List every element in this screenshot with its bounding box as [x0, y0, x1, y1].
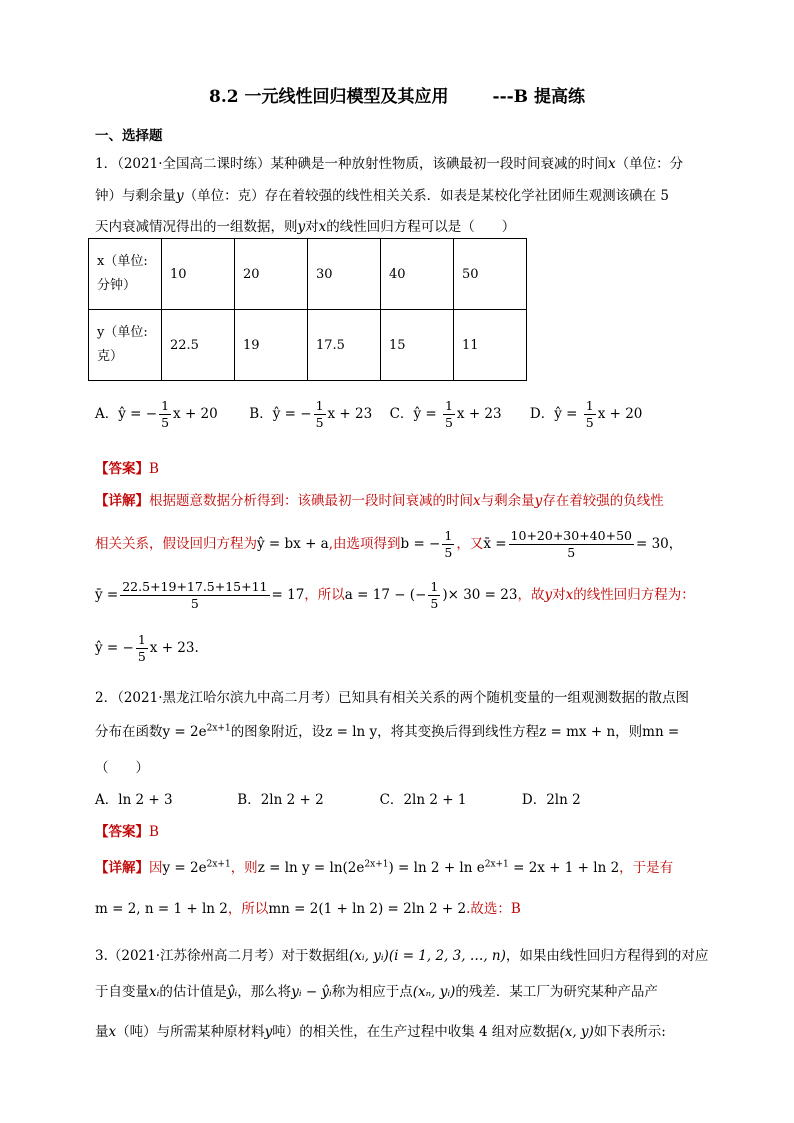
page-title	[0, 82, 794, 107]
q1-detail-line1: 【详解】根据题意数据分析得到：该碘最初一段时间衰减的时间x与剩余量y存在着较强的负线性	[95, 493, 664, 509]
q2-line3: （ ）	[95, 760, 149, 776]
table-cell: 17.5	[308, 310, 381, 381]
table-cell: 15	[381, 310, 454, 381]
q2-line2: 分布在函数$y = 2e^{2x+1}$的图象附近，设z = ln y，将其变换后得到线性方程z = mx + n，则mn =	[95, 723, 680, 740]
q1-detail-line3: ȳ = $\frac{22.5+19+17.5+15+11}{5}$ = 17，所以a = 17 − (− $\frac{1}{5}$ )× 30 = 23，故y对x的线性回归方程为：	[95, 579, 695, 611]
q1-options	[95, 398, 642, 431]
option-b: B．2ln 2 + 2	[237, 792, 324, 808]
option-a: A．ŷ = − $\frac{1}{5}$ x + 20	[95, 398, 218, 430]
q1-data-table	[88, 238, 527, 381]
q1-line3: 天内衰减情况得出的一组数据，则y对x的线性回归方程可以是（ ）	[95, 219, 516, 235]
q2-line1: 2．（2021·黑龙江哈尔滨九中高二月考）已知具有相关关系的两个随机变量的一组观测数据的散点图	[95, 690, 689, 706]
q1-answer: 【答案】B	[95, 461, 159, 477]
q2-options	[95, 788, 581, 808]
table-cell: 30	[308, 239, 381, 310]
q3-line2: 于自变量xᵢ的估计值是ŷᵢ，那么将yᵢ − ŷᵢ称为相应于点(xₙ, yᵢ)的残差．某工厂为研究某种产品产	[95, 984, 658, 1000]
title-sub: ---B 提高练	[492, 87, 585, 107]
option-a: A．ln 2 + 3	[95, 792, 173, 808]
option-c: C．2ln 2 + 1	[379, 792, 467, 808]
table-cell: 40	[381, 239, 454, 310]
table-cell: 20	[235, 239, 308, 310]
title-main: 8.2 一元线性回归模型及其应用	[209, 87, 449, 107]
option-b: B．ŷ = − $\frac{1}{5}$ x + 23	[249, 398, 373, 430]
table-cell: 10	[162, 239, 235, 310]
q1-detail-line2: 相关关系，假设回归方程为ŷ = bx + a,由选项得到b = − $\frac{1}{5}$ ，又x̄ = $\frac{10+20+30+40+50}{5}$ = 30，	[95, 528, 683, 560]
table-cell: 22.5	[162, 310, 235, 381]
q1-detail-line4: ŷ = − $\frac{1}{5}$ x + 23.	[95, 632, 199, 664]
table-row	[89, 239, 527, 310]
table-header-cell: x（单位: 分钟）	[89, 239, 162, 310]
q1-line2: 钟）与剩余量y（单位：克）存在着较强的线性相关关系．如表是某校化学社团师生观测该碘在 5	[95, 188, 670, 204]
q3-line1: 3.（2021·江苏徐州高二月考）对于数据组(xᵢ, yᵢ)(i = 1, 2, 3, …, n)，如果由线性回归方程得到的对应	[95, 948, 709, 964]
q2-detail-line1: 【详解】因$y = 2e^{2x+1}$，则$z = \ln y = \ln(2e^{2x+1}) = \ln 2 + \ln e^{2x+1} = 2x + 1 + \ln 2$，于是有	[95, 859, 674, 876]
option-d: D．ŷ = $\frac{1}{5}$ x + 20	[529, 398, 643, 430]
table-cell: 11	[454, 310, 527, 381]
q3-line3: 量x（吨）与所需某种原材料y吨）的相关性，在生产过程中收集 4 组对应数据(x, y)如下表所示:	[95, 1024, 666, 1040]
table-cell: 19	[235, 310, 308, 381]
option-c: C．ŷ = $\frac{1}{5}$ x + 23	[389, 398, 502, 430]
q2-answer: 【答案】B	[95, 824, 159, 840]
q1-line1: 1．（2021·全国高二课时练）某种碘是一种放射性物质，该碘最初一段时间衰减的时间x（单位：分	[95, 156, 684, 172]
q2-detail-line2: m = 2, n = 1 + ln 2，所以mn = 2(1 + ln 2) = 2ln 2 + 2.故选：B	[95, 901, 521, 917]
table-cell: 50	[454, 239, 527, 310]
section-heading: 一、选择题	[95, 128, 163, 144]
option-d: D．2ln 2	[521, 792, 581, 808]
table-row	[89, 310, 527, 381]
table-header-cell: y（单位: 克）	[89, 310, 162, 381]
